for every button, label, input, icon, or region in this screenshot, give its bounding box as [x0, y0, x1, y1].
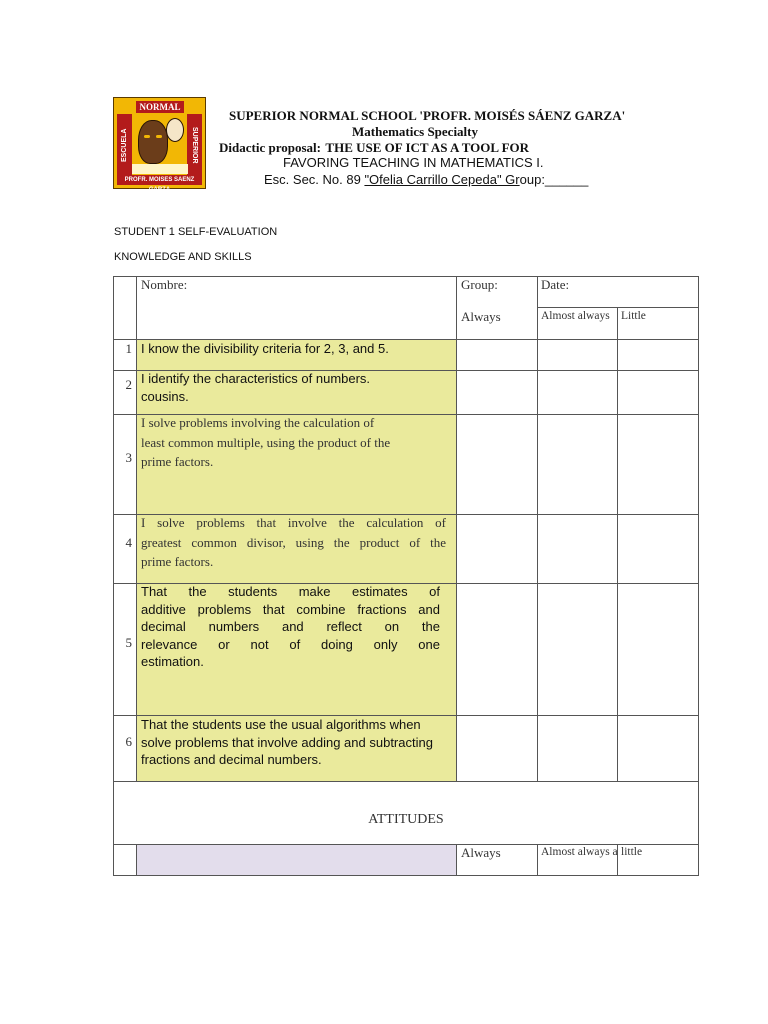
school-name: SUPERIOR NORMAL SCHOOL 'PROFR. MOISÉS SÁENZ GARZA': [229, 108, 626, 123]
item-text-4: [141, 513, 446, 572]
logo-top-text: NORMAL: [136, 101, 184, 113]
item-text-1: [141, 340, 453, 358]
proposal-label: Didactic proposal:: [219, 140, 321, 155]
item-5-line: That the students make estimates of: [141, 584, 440, 599]
proposal-title: THE USE OF ICT AS A TOOL FOR: [325, 140, 530, 155]
row-number-6: 6: [125, 734, 132, 749]
row-number-5: 5: [125, 635, 132, 650]
logo-left-text: ESCUELA: [117, 114, 132, 176]
date-label: Date:: [541, 277, 570, 292]
item-4-line: prime factors.: [141, 554, 214, 569]
school-logo: [113, 97, 206, 193]
item-3-line: least common multiple, using the product of the: [141, 434, 391, 450]
table-col-line: [537, 276, 538, 782]
logo-motto-strip: [132, 164, 188, 174]
row-number-2: 2: [125, 377, 132, 392]
item-1-line: I know the divisibility criteria for 2, 3, and 5.: [141, 341, 389, 356]
attitude-col-always: Always: [461, 845, 501, 860]
attitude-col-almost-always: Almost always a: [541, 846, 618, 858]
school-line: [264, 172, 588, 187]
item-4-line: I solve problems that involve the calculation of: [141, 515, 446, 530]
table-border-bottom: [113, 875, 699, 876]
logo-bottom-text: PROFR. MOISES SAENZ GARZA: [117, 175, 202, 185]
name-label: Nombre:: [141, 277, 188, 292]
self-evaluation-caption: STUDENT 1 SELF-EVALUATION: [114, 226, 278, 238]
item-text-5: [141, 583, 440, 671]
col-almost-always: Almost always: [541, 310, 610, 322]
row-number-1: 1: [125, 341, 132, 356]
knowledge-caption: KNOWLEDGE AND SKILLS: [114, 251, 252, 263]
group-label: Group:: [461, 277, 498, 292]
item-text-3: [141, 413, 453, 472]
school-teacher: "Ofelia Carrillo Cepeda" Gr: [364, 172, 520, 187]
item-2-line: cousins.: [141, 388, 189, 404]
item-6-line: solve problems that involve adding and subtracting: [141, 734, 433, 750]
table-border-right: [698, 276, 699, 876]
col-always: Always: [461, 309, 501, 324]
item-2-line: I identify the characteristics of numbers.: [141, 371, 371, 386]
table-row-line: [113, 781, 699, 782]
logo-right-text: SUPERIOR: [187, 114, 202, 176]
item-4-line: greatest common divisor, using the product of the: [141, 534, 446, 550]
attitude-col-little: little: [621, 846, 643, 858]
item-6-line: That the students use the usual algorithms when: [141, 717, 421, 732]
table-col-line: [136, 844, 137, 876]
group-blank: oup:______: [519, 172, 589, 187]
table-border-left: [113, 276, 114, 876]
table-col-line: [537, 844, 538, 876]
table-col-line: [617, 307, 618, 782]
attitude-fill: [137, 845, 456, 875]
row-number-3: 3: [125, 450, 132, 465]
table-border-top: [113, 276, 699, 277]
table-col-line: [136, 276, 137, 782]
attitudes-heading: ATTITUDES: [368, 812, 444, 827]
logo-child-figure: [166, 118, 184, 142]
proposal-line-2: FAVORING TEACHING IN MATHEMATICS I.: [283, 155, 544, 170]
item-6-line: fractions and decimal numbers.: [141, 752, 322, 767]
row-number-4: 4: [125, 535, 132, 550]
item-text-6: [141, 716, 455, 769]
table-row-line: [113, 844, 699, 845]
logo-portrait: [138, 120, 168, 164]
col-little: Little: [621, 310, 646, 322]
item-3-line: prime factors.: [141, 454, 214, 469]
item-5-line: additive problems that combine fractions and: [141, 601, 440, 617]
table-col-line: [456, 844, 457, 876]
specialty: Mathematics Specialty: [352, 124, 479, 139]
school-prefix: Esc. Sec. No. 89: [264, 172, 365, 187]
item-3-line: I solve problems involving the calculation of: [141, 415, 375, 430]
item-text-2: [141, 370, 453, 405]
item-5-line: relevance or not of doing only one: [141, 636, 440, 652]
table-header-divider: [537, 307, 699, 308]
item-5-line: estimation.: [141, 654, 204, 669]
item-5-line: decimal numbers and reflect on the: [141, 619, 440, 634]
table-col-line: [456, 276, 457, 782]
